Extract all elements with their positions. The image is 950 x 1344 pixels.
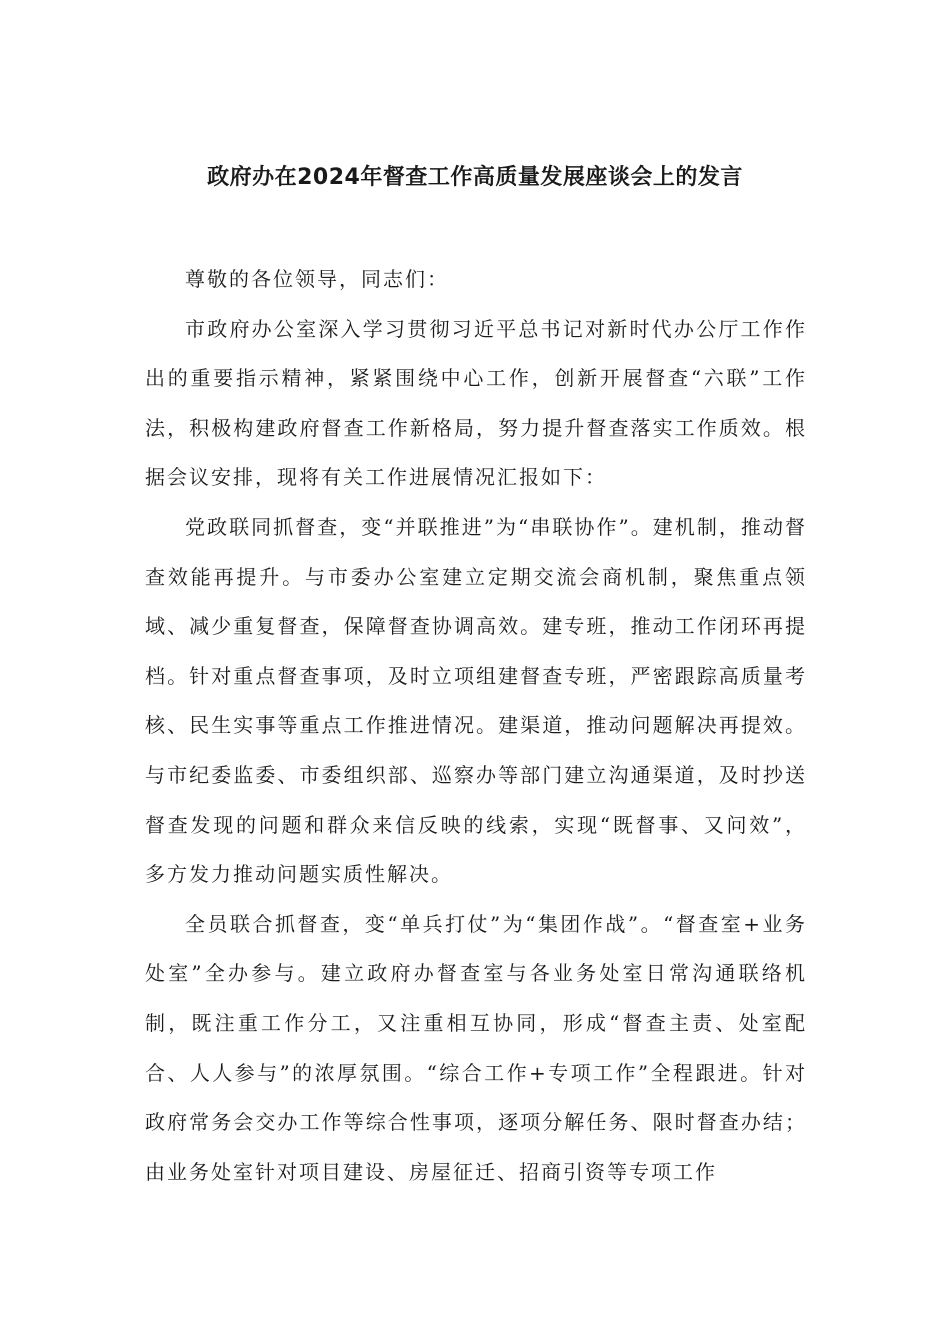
- document-body: [145, 255, 807, 1197]
- paragraph-intro: 市政府办公室深入学习贯彻习近平总书记对新时代办公厅工作作出的重要指示精神，紧紧围绕中心工作，创新开展督查“六联”工作法，积极构建政府督查工作新格局，努力提升督查落实工作质效。根据会议安排，现将有关工作进展情况汇报如下：: [145, 316, 807, 490]
- paragraph-all-staff: 全员联合抓督查，变“单兵打仗”为“集团作战”。“督查室+业务处室”全办参与。建立政府办督查室与各业务处室日常沟通联络机制，既注重工作分工，又注重相互协同，形成“督查主责、处室配合、人人参与”的浓厚氛围。“综合工作+专项工作”全程跟进。针对政府常务会交办工作等综合性事项，逐项分解任务、限时督查办结；由业务处室针对项目建设、房屋征迁、招商引资等专项工作: [145, 911, 807, 1184]
- document-title: 政府办在2024年督查工作高质量发展座谈会上的发言: [207, 165, 743, 190]
- paragraph-party-government: 党政联同抓督查，变“并联推进”为“串联协作”。建机制，推动督查效能再提升。与市委办公室建立定期交流会商机制，聚焦重点领域、减少重复督查，保障督查协调高效。建专班，推动工作闭环再提档。针对重点督查事项，及时立项组建督查专班，严密跟踪高质量考核、民生实事等重点工作推进情况。建渠道，推动问题解决再提效。与市纪委监委、市委组织部、巡察办等部门建立沟通渠道，及时抄送督查发现的问题和群众来信反映的线索，实现“既督事、又问效”，多方发力推动问题实质性解决。: [145, 514, 807, 887]
- greeting: 尊敬的各位领导，同志们：: [185, 267, 449, 291]
